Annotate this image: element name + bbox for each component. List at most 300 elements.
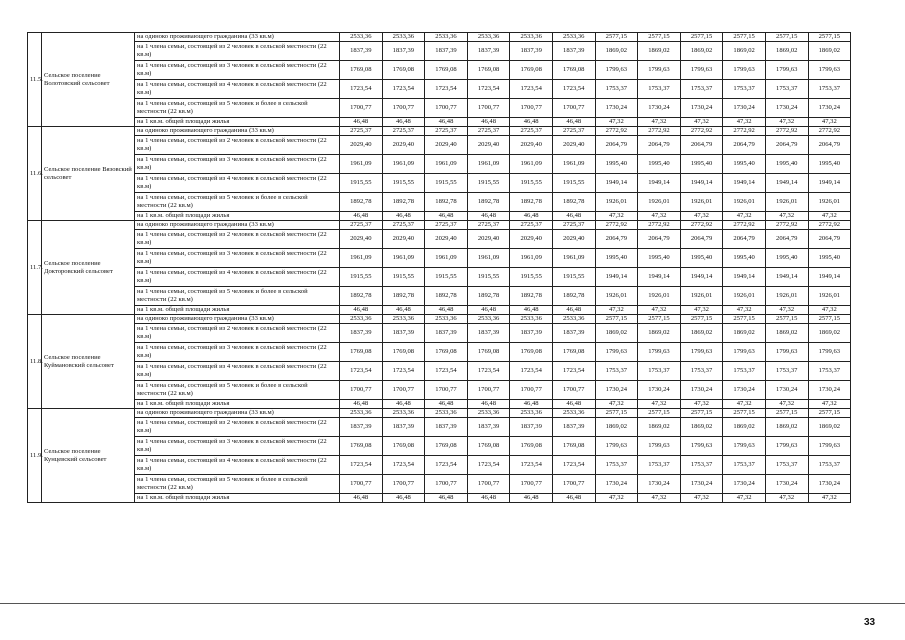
value-cell: 1869,02 xyxy=(638,42,681,61)
value-cell: 1949,14 xyxy=(808,268,851,287)
value-cell: 1915,55 xyxy=(552,174,595,193)
value-cell: 2772,92 xyxy=(680,221,723,230)
value-cell: 1753,37 xyxy=(723,80,766,99)
norm-description: на 1 члена семьи, состоящей из 5 человек и более в сельской местности (22 кв.м) xyxy=(135,381,340,400)
value-cell: 1961,09 xyxy=(510,249,553,268)
value-cell: 1700,77 xyxy=(340,99,383,118)
norm-description: на 1 члена семьи, состоящей из 3 человек в сельской местности (22 кв.м) xyxy=(135,155,340,174)
value-cell: 1700,77 xyxy=(382,99,425,118)
value-cell: 1837,39 xyxy=(425,418,468,437)
value-cell: 1961,09 xyxy=(340,155,383,174)
norm-description: на одиноко проживающего гражданина (33 кв.м) xyxy=(135,221,340,230)
value-cell: 1869,02 xyxy=(638,418,681,437)
value-cell: 46,48 xyxy=(467,212,510,221)
value-cell: 2064,79 xyxy=(595,136,638,155)
value-cell: 2577,15 xyxy=(808,315,851,324)
value-cell: 2577,15 xyxy=(680,409,723,418)
value-cell: 1915,55 xyxy=(382,268,425,287)
value-cell: 1753,37 xyxy=(638,362,681,381)
table-row xyxy=(28,381,851,400)
value-cell: 1700,77 xyxy=(510,99,553,118)
table-row xyxy=(28,475,851,494)
value-cell: 1869,02 xyxy=(808,418,851,437)
value-cell: 1837,39 xyxy=(382,418,425,437)
value-cell: 1723,54 xyxy=(425,456,468,475)
value-cell: 1799,63 xyxy=(765,343,808,362)
value-cell: 1837,39 xyxy=(552,418,595,437)
value-cell: 2064,79 xyxy=(595,230,638,249)
value-cell: 1730,24 xyxy=(765,381,808,400)
value-cell: 1892,78 xyxy=(552,193,595,212)
value-cell: 2533,36 xyxy=(340,33,383,42)
value-cell: 2029,40 xyxy=(510,136,553,155)
value-cell: 1926,01 xyxy=(723,287,766,306)
value-cell: 1837,39 xyxy=(340,324,383,343)
value-cell: 2533,36 xyxy=(467,315,510,324)
value-cell: 2577,15 xyxy=(765,409,808,418)
value-cell: 2725,37 xyxy=(467,127,510,136)
settlement-name: Сельское поселение Докторовский сельсовет xyxy=(42,221,135,315)
table-row xyxy=(28,155,851,174)
value-cell: 1700,77 xyxy=(510,381,553,400)
value-cell: 46,48 xyxy=(467,400,510,409)
value-cell: 1837,39 xyxy=(425,42,468,61)
value-cell: 1700,77 xyxy=(552,99,595,118)
value-cell: 1723,54 xyxy=(510,456,553,475)
value-cell: 1769,08 xyxy=(467,61,510,80)
value-cell: 1961,09 xyxy=(382,155,425,174)
table-row xyxy=(28,268,851,287)
norm-description: на 1 члена семьи, состоящей из 4 человек в сельской местности (22 кв.м) xyxy=(135,456,340,475)
value-cell: 1915,55 xyxy=(382,174,425,193)
value-cell: 1892,78 xyxy=(382,287,425,306)
table-row xyxy=(28,118,851,127)
value-cell: 2577,15 xyxy=(723,409,766,418)
norm-description: на 1 члена семьи, состоящей из 4 человек в сельской местности (22 кв.м) xyxy=(135,268,340,287)
value-cell: 46,48 xyxy=(340,212,383,221)
value-cell: 1730,24 xyxy=(723,99,766,118)
value-cell: 2533,36 xyxy=(425,315,468,324)
value-cell: 47,32 xyxy=(723,118,766,127)
value-cell: 1723,54 xyxy=(425,362,468,381)
value-cell: 1700,77 xyxy=(340,475,383,494)
value-cell: 47,32 xyxy=(808,494,851,503)
value-cell: 1700,77 xyxy=(425,99,468,118)
table-row xyxy=(28,306,851,315)
value-cell: 1730,24 xyxy=(595,99,638,118)
value-cell: 2577,15 xyxy=(680,315,723,324)
value-cell: 1769,08 xyxy=(467,437,510,456)
value-cell: 1949,14 xyxy=(723,268,766,287)
value-cell: 1799,63 xyxy=(595,437,638,456)
value-cell: 2029,40 xyxy=(467,136,510,155)
table-row xyxy=(28,324,851,343)
norm-description: на 1 члена семьи, состоящей из 4 человек в сельской местности (22 кв.м) xyxy=(135,80,340,99)
value-cell: 1769,08 xyxy=(552,437,595,456)
value-cell: 47,32 xyxy=(595,212,638,221)
value-cell: 1730,24 xyxy=(723,381,766,400)
value-cell: 2029,40 xyxy=(340,230,383,249)
value-cell: 2577,15 xyxy=(638,33,681,42)
value-cell: 1723,54 xyxy=(467,362,510,381)
value-cell: 1926,01 xyxy=(723,193,766,212)
value-cell: 1961,09 xyxy=(552,249,595,268)
value-cell: 2064,79 xyxy=(638,136,681,155)
value-cell: 1730,24 xyxy=(808,475,851,494)
value-cell: 1769,08 xyxy=(510,437,553,456)
value-cell: 46,48 xyxy=(552,400,595,409)
norm-description: на 1 члена семьи, состоящей из 2 человек в сельской местности (22 кв.м) xyxy=(135,136,340,155)
value-cell: 1799,63 xyxy=(680,437,723,456)
value-cell: 47,32 xyxy=(595,494,638,503)
value-cell: 1961,09 xyxy=(510,155,553,174)
value-cell: 2725,37 xyxy=(382,221,425,230)
value-cell: 1926,01 xyxy=(595,193,638,212)
value-cell: 2533,36 xyxy=(382,409,425,418)
value-cell: 2772,92 xyxy=(723,221,766,230)
value-cell: 1769,08 xyxy=(382,343,425,362)
value-cell: 46,48 xyxy=(510,494,553,503)
value-cell: 1892,78 xyxy=(425,193,468,212)
value-cell: 46,48 xyxy=(382,118,425,127)
table-row xyxy=(28,80,851,99)
value-cell: 1995,40 xyxy=(808,155,851,174)
value-cell: 1753,37 xyxy=(595,456,638,475)
value-cell: 46,48 xyxy=(382,306,425,315)
value-cell: 2533,36 xyxy=(510,315,553,324)
norm-description: на 1 кв.м. общей площади жилья xyxy=(135,118,340,127)
value-cell: 1869,02 xyxy=(808,42,851,61)
value-cell: 47,32 xyxy=(638,494,681,503)
value-cell: 1723,54 xyxy=(340,80,383,99)
value-cell: 1700,77 xyxy=(467,475,510,494)
value-cell: 1949,14 xyxy=(680,268,723,287)
table-row xyxy=(28,127,851,136)
value-cell: 1769,08 xyxy=(340,437,383,456)
value-cell: 47,32 xyxy=(638,212,681,221)
value-cell: 1799,63 xyxy=(765,437,808,456)
value-cell: 1869,02 xyxy=(638,324,681,343)
value-cell: 2725,37 xyxy=(340,221,383,230)
value-cell: 2772,92 xyxy=(638,221,681,230)
value-cell: 1837,39 xyxy=(467,42,510,61)
value-cell: 1723,54 xyxy=(552,80,595,99)
value-cell: 46,48 xyxy=(552,306,595,315)
value-cell: 2725,37 xyxy=(510,127,553,136)
value-cell: 1730,24 xyxy=(638,475,681,494)
value-cell: 2725,37 xyxy=(552,127,595,136)
value-cell: 1700,77 xyxy=(467,99,510,118)
value-cell: 2772,92 xyxy=(808,127,851,136)
value-cell: 1723,54 xyxy=(382,362,425,381)
table-row xyxy=(28,287,851,306)
value-cell: 1892,78 xyxy=(340,287,383,306)
section-index: 11.7. xyxy=(28,221,42,315)
value-cell: 46,48 xyxy=(425,400,468,409)
value-cell: 1961,09 xyxy=(467,155,510,174)
value-cell: 2577,15 xyxy=(765,33,808,42)
value-cell: 1949,14 xyxy=(595,268,638,287)
value-cell: 1730,24 xyxy=(765,475,808,494)
value-cell: 1799,63 xyxy=(723,437,766,456)
value-cell: 1995,40 xyxy=(638,249,681,268)
value-cell: 1723,54 xyxy=(467,80,510,99)
value-cell: 1949,14 xyxy=(638,268,681,287)
value-cell: 2772,92 xyxy=(595,221,638,230)
value-cell: 2577,15 xyxy=(765,315,808,324)
value-cell: 2029,40 xyxy=(467,230,510,249)
value-cell: 47,32 xyxy=(723,494,766,503)
tariff-table-body xyxy=(28,33,851,503)
value-cell: 2533,36 xyxy=(552,33,595,42)
value-cell: 1949,14 xyxy=(723,174,766,193)
value-cell: 2725,37 xyxy=(340,127,383,136)
value-cell: 2772,92 xyxy=(723,127,766,136)
value-cell: 1926,01 xyxy=(765,287,808,306)
value-cell: 1753,37 xyxy=(595,362,638,381)
value-cell: 1869,02 xyxy=(680,418,723,437)
value-cell: 47,32 xyxy=(808,212,851,221)
value-cell: 2533,36 xyxy=(425,33,468,42)
value-cell: 1700,77 xyxy=(552,381,595,400)
table-row xyxy=(28,362,851,381)
table-row xyxy=(28,494,851,503)
value-cell: 1915,55 xyxy=(510,268,553,287)
value-cell: 1799,63 xyxy=(808,437,851,456)
value-cell: 1723,54 xyxy=(510,80,553,99)
value-cell: 1926,01 xyxy=(595,287,638,306)
value-cell: 1799,63 xyxy=(595,343,638,362)
value-cell: 1753,37 xyxy=(595,80,638,99)
value-cell: 2725,37 xyxy=(552,221,595,230)
value-cell: 46,48 xyxy=(510,306,553,315)
value-cell: 1700,77 xyxy=(425,475,468,494)
value-cell: 47,32 xyxy=(765,400,808,409)
norm-description: на 1 члена семьи, состоящей из 5 человек и более в сельской местности (22 кв.м) xyxy=(135,193,340,212)
value-cell: 47,32 xyxy=(638,306,681,315)
table-row xyxy=(28,418,851,437)
value-cell: 47,32 xyxy=(638,400,681,409)
norm-description: на 1 члена семьи, состоящей из 2 человек в сельской местности (22 кв.м) xyxy=(135,324,340,343)
value-cell: 1723,54 xyxy=(552,362,595,381)
value-cell: 1892,78 xyxy=(340,193,383,212)
value-cell: 1892,78 xyxy=(467,193,510,212)
table-row xyxy=(28,174,851,193)
norm-description: на 1 члена семьи, состоящей из 3 человек в сельской местности (22 кв.м) xyxy=(135,249,340,268)
value-cell: 1869,02 xyxy=(680,324,723,343)
value-cell: 1723,54 xyxy=(382,80,425,99)
value-cell: 1837,39 xyxy=(382,42,425,61)
value-cell: 1799,63 xyxy=(723,61,766,80)
value-cell: 1753,37 xyxy=(638,80,681,99)
value-cell: 47,32 xyxy=(765,306,808,315)
value-cell: 2577,15 xyxy=(595,315,638,324)
norm-description: на одиноко проживающего гражданина (33 кв.м) xyxy=(135,409,340,418)
value-cell: 1869,02 xyxy=(765,42,808,61)
value-cell: 2577,15 xyxy=(680,33,723,42)
value-cell: 2029,40 xyxy=(425,230,468,249)
value-cell: 2577,15 xyxy=(595,33,638,42)
value-cell: 1869,02 xyxy=(723,42,766,61)
value-cell: 2725,37 xyxy=(510,221,553,230)
value-cell: 1915,55 xyxy=(467,174,510,193)
value-cell: 1995,40 xyxy=(595,249,638,268)
section-index: 11.5. xyxy=(28,33,42,127)
table-row xyxy=(28,42,851,61)
value-cell: 1915,55 xyxy=(340,268,383,287)
norm-description: на 1 члена семьи, состоящей из 4 человек в сельской местности (22 кв.м) xyxy=(135,362,340,381)
norm-description: на 1 члена семьи, состоящей из 3 человек в сельской местности (22 кв.м) xyxy=(135,437,340,456)
table-row xyxy=(28,61,851,80)
value-cell: 2533,36 xyxy=(467,33,510,42)
value-cell: 1995,40 xyxy=(723,249,766,268)
table-row xyxy=(28,136,851,155)
value-cell: 46,48 xyxy=(510,212,553,221)
value-cell: 1915,55 xyxy=(510,174,553,193)
value-cell: 1730,24 xyxy=(765,99,808,118)
value-cell: 1837,39 xyxy=(382,324,425,343)
value-cell: 1700,77 xyxy=(552,475,595,494)
table-row xyxy=(28,315,851,324)
value-cell: 1769,08 xyxy=(552,343,595,362)
value-cell: 1869,02 xyxy=(595,418,638,437)
value-cell: 1892,78 xyxy=(425,287,468,306)
value-cell: 2064,79 xyxy=(680,230,723,249)
value-cell: 46,48 xyxy=(340,494,383,503)
value-cell: 1926,01 xyxy=(765,193,808,212)
value-cell: 47,32 xyxy=(680,212,723,221)
table-row xyxy=(28,33,851,42)
value-cell: 47,32 xyxy=(723,306,766,315)
value-cell: 2772,92 xyxy=(595,127,638,136)
value-cell: 1949,14 xyxy=(765,174,808,193)
value-cell: 2533,36 xyxy=(425,409,468,418)
value-cell: 2577,15 xyxy=(808,33,851,42)
value-cell: 1730,24 xyxy=(808,99,851,118)
table-row xyxy=(28,456,851,475)
value-cell: 46,48 xyxy=(425,118,468,127)
value-cell: 1837,39 xyxy=(552,324,595,343)
value-cell: 1723,54 xyxy=(425,80,468,99)
value-cell: 1949,14 xyxy=(595,174,638,193)
value-cell: 1949,14 xyxy=(765,268,808,287)
norm-description: на 1 члена семьи, состоящей из 5 человек и более в сельской местности (22 кв.м) xyxy=(135,475,340,494)
value-cell: 2064,79 xyxy=(808,230,851,249)
value-cell: 1753,37 xyxy=(680,362,723,381)
value-cell: 2064,79 xyxy=(765,230,808,249)
value-cell: 2064,79 xyxy=(680,136,723,155)
norm-description: на одиноко проживающего гражданина (33 кв.м) xyxy=(135,315,340,324)
value-cell: 1892,78 xyxy=(552,287,595,306)
value-cell: 1769,08 xyxy=(552,61,595,80)
norm-description: на 1 члена семьи, состоящей из 5 человек и более в сельской местности (22 кв.м) xyxy=(135,99,340,118)
norm-description: на 1 члена семьи, состоящей из 3 человек в сельской местности (22 кв.м) xyxy=(135,343,340,362)
value-cell: 1769,08 xyxy=(510,61,553,80)
value-cell: 46,48 xyxy=(340,306,383,315)
norm-description: на одиноко проживающего гражданина (33 кв.м) xyxy=(135,127,340,136)
value-cell: 1915,55 xyxy=(425,174,468,193)
value-cell: 2772,92 xyxy=(765,221,808,230)
table-row xyxy=(28,99,851,118)
value-cell: 1723,54 xyxy=(340,362,383,381)
value-cell: 2029,40 xyxy=(425,136,468,155)
value-cell: 1837,39 xyxy=(510,324,553,343)
value-cell: 1700,77 xyxy=(382,475,425,494)
value-cell: 2533,36 xyxy=(340,315,383,324)
value-cell: 1753,37 xyxy=(808,456,851,475)
value-cell: 1926,01 xyxy=(638,193,681,212)
value-cell: 46,48 xyxy=(425,494,468,503)
value-cell: 1769,08 xyxy=(425,61,468,80)
value-cell: 2577,15 xyxy=(808,409,851,418)
value-cell: 1837,39 xyxy=(552,42,595,61)
value-cell: 46,48 xyxy=(382,400,425,409)
value-cell: 1837,39 xyxy=(425,324,468,343)
value-cell: 1753,37 xyxy=(765,362,808,381)
value-cell: 46,48 xyxy=(552,212,595,221)
value-cell: 2064,79 xyxy=(765,136,808,155)
value-cell: 1730,24 xyxy=(638,381,681,400)
value-cell: 1915,55 xyxy=(467,268,510,287)
norm-description: на 1 кв.м. общей площади жилья xyxy=(135,400,340,409)
value-cell: 1700,77 xyxy=(382,381,425,400)
value-cell: 1915,55 xyxy=(552,268,595,287)
value-cell: 1892,78 xyxy=(467,287,510,306)
value-cell: 47,32 xyxy=(595,118,638,127)
value-cell: 1753,37 xyxy=(680,456,723,475)
value-cell: 1769,08 xyxy=(510,343,553,362)
settlement-name: Сельское поселение Кунцевский сельсовет xyxy=(42,409,135,503)
value-cell: 1961,09 xyxy=(425,249,468,268)
value-cell: 2577,15 xyxy=(638,315,681,324)
value-cell: 2725,37 xyxy=(382,127,425,136)
settlement-name: Сельское поселение Куймановский сельсовет xyxy=(42,315,135,409)
value-cell: 46,48 xyxy=(467,494,510,503)
value-cell: 1869,02 xyxy=(680,42,723,61)
norm-description: на 1 члена семьи, состоящей из 2 человек в сельской местности (22 кв.м) xyxy=(135,418,340,437)
value-cell: 46,48 xyxy=(552,494,595,503)
value-cell: 47,32 xyxy=(808,118,851,127)
value-cell: 47,32 xyxy=(808,400,851,409)
table-row xyxy=(28,409,851,418)
value-cell: 46,48 xyxy=(467,118,510,127)
value-cell: 1799,63 xyxy=(680,343,723,362)
value-cell: 1892,78 xyxy=(382,193,425,212)
value-cell: 1769,08 xyxy=(382,437,425,456)
value-cell: 1700,77 xyxy=(510,475,553,494)
value-cell: 1915,55 xyxy=(340,174,383,193)
value-cell: 2533,36 xyxy=(552,409,595,418)
value-cell: 1799,63 xyxy=(638,343,681,362)
value-cell: 2725,37 xyxy=(425,127,468,136)
value-cell: 2533,36 xyxy=(467,409,510,418)
norm-description: на 1 кв.м. общей площади жилья xyxy=(135,494,340,503)
value-cell: 1869,02 xyxy=(808,324,851,343)
value-cell: 2064,79 xyxy=(808,136,851,155)
value-cell: 1961,09 xyxy=(425,155,468,174)
value-cell: 1995,40 xyxy=(765,249,808,268)
value-cell: 1799,63 xyxy=(808,343,851,362)
value-cell: 46,48 xyxy=(510,400,553,409)
value-cell: 1799,63 xyxy=(808,61,851,80)
value-cell: 1769,08 xyxy=(340,61,383,80)
norm-description: на 1 члена семьи, состоящей из 3 человек в сельской местности (22 кв.м) xyxy=(135,61,340,80)
value-cell: 1926,01 xyxy=(638,287,681,306)
value-cell: 2725,37 xyxy=(467,221,510,230)
table-row xyxy=(28,193,851,212)
value-cell: 1995,40 xyxy=(680,155,723,174)
value-cell: 1730,24 xyxy=(808,381,851,400)
